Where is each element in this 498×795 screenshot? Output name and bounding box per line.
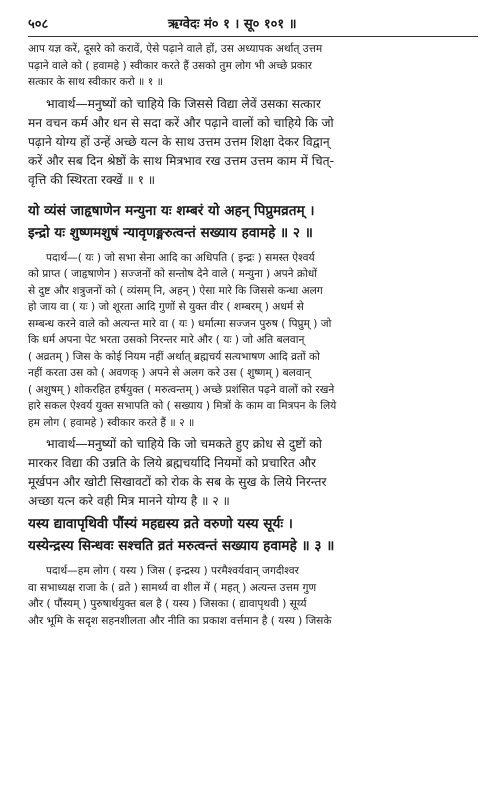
- mantra-line: इन्द्रो यः शुष्णमशुषं न्यावृणङ्मरुत्वन्तं सख्याय हवामहे ॥ २ ॥: [28, 224, 313, 241]
- text-line: भावार्थ—मनुष्यों को चाहिये कि जो चमकते हुए क्रोध से दुष्टों को: [46, 437, 322, 451]
- text-line: पढ़ाने योग्य हों उन्हें अच्छे यत्न के साथ उत्तम उत्तम शिक्षा देकर विद्वान्: [28, 134, 330, 149]
- header-rule: [28, 36, 478, 37]
- text-line: हम लोग ( हवामहे ) स्वीकार करते हैं ॥ २ ॥: [28, 416, 195, 429]
- text-line: अच्छा यत्न करे वही मित्र मानने योग्य है ॥ २ ॥: [28, 494, 230, 508]
- mantra-line: यस्येन्द्रस्य सिन्धवः सश्चति व्रतं मरुत्वन्तं सख्याय हवामहे ॥ ३ ॥: [28, 538, 335, 554]
- text-line: ( अशुषम् ) शोकरहित हर्षयुक्त ( मरुत्वन्तम् ) अच्छे प्रशंसित पढ़ने वालों को रखने: [28, 383, 335, 396]
- text-line: पढ़ाने वाले को ( हवामहे ) स्वीकार करते हैं उसको तुम लोग भी अच्छे प्रकार: [28, 59, 312, 72]
- text-line: से दुष्ट और शत्रुजनों को ( व्यंसम् नि, अहन् ) ऐसा मारे कि जिससे कन्धा अलग: [28, 284, 323, 297]
- bhavartha-1: [28, 95, 478, 190]
- text-line: और ( पौंस्यम् ) पुरुषार्थयुक्त बल है ( यस्य ) जिसका ( द्यावापृथवी ) सूर्य्य: [28, 598, 307, 610]
- text-line: भावार्थ—मनुष्यों को चाहिये कि जिससे विद्या लेवें उसका सत्कार: [46, 96, 321, 111]
- text-line: सम्बन्ध करने वाले को अत्यन्त मारे वा ( यः ) धर्मात्मा सज्जन पुरुष ( पिप्रुम् ) जो: [28, 317, 332, 330]
- text-line: मन वचन कर्म और धन से सदा करें और पढ़ाने वालों को चाहिये कि जो: [28, 115, 334, 130]
- mantra-3: [28, 513, 478, 557]
- mantra-2: [28, 200, 478, 244]
- text-line: को प्राप्त ( जाहृषाणेन ) सज्जनों को सन्तोष देने वाले ( मन्युना ) अपने क्रोधों: [28, 268, 318, 280]
- text-line: मारकर विद्या की उन्नति के लिये ब्रह्मचर्यादि नियमों को प्रचारित और: [28, 456, 317, 470]
- mantra-line: यो व्यंसं जाहृषाणेन मन्युना यः शम्बरं यो अहन् पिप्रुमव्रतम् ।: [28, 202, 315, 219]
- text-line: सत्कार के साथ स्वीकार करो ॥ १ ॥: [28, 76, 163, 88]
- text-line: वा सभाध्यक्ष राजा के ( व्रते ) सामर्थ्य वा शील में ( महत् ) अत्यन्त उत्तम गुण: [28, 581, 317, 594]
- text-line: पदार्थ—हम लोग ( यस्य ) जिस ( इन्द्रस्य ) परमैश्वर्यवान् जगदीश्वर: [46, 565, 300, 577]
- text-line: मूर्खपन और खोटी सिखावटों को रोक के सब के सुख के लिये निरन्तर: [28, 475, 327, 489]
- padartha-3: [28, 563, 478, 629]
- page-number: ५०८: [28, 17, 49, 32]
- text-line: हो जाय वा ( यः ) जो शूरता आदि गुणों से युक्त वीर ( शम्बरम् ) अधर्म से: [28, 301, 304, 313]
- text-line: आप यज्ञ करें, दूसरे को करावें, ऐसे पढ़ाने वाले हों, उस अध्यापक अर्थात् उत्तम: [28, 43, 323, 55]
- text-line: पदार्थ—( यः ) जो सभा सेना आदि का अधिपति ( इन्द्रः ) समस्त ऐश्वर्य: [46, 251, 315, 264]
- mantra-line: यस्य द्यावापृथिवी पौंस्यं महद्यस्य व्रते वरुणो यस्य सूर्यः ।: [28, 516, 293, 532]
- text-line: करें और सब दिन श्रेष्ठों के साथ मित्रभाव रख उत्तम उत्तम काम में चित्-: [28, 153, 334, 168]
- text-line: नहीं करता उस को ( अवणक् ) अपने से अलग करे उस ( शुष्णम् ) बलवान्: [28, 367, 311, 379]
- bhavartha-2: [28, 435, 478, 511]
- text-line: हारे सकल ऐश्वर्य युक्त सभापति को ( सख्याय ) मित्रों के काम वा मित्रपन के लिये: [28, 400, 337, 412]
- commentary-continuation: [28, 41, 478, 91]
- page-header: [28, 14, 478, 34]
- text-line: और भूमि के सदृश सहनशीलता और नीति का प्रकाश वर्त्तमान है ( यस्य ) जिसके: [28, 614, 332, 627]
- text-line: ( अव्रतम् ) जिस के कोई नियम नहीं अर्थात् ब्रह्मचर्य सत्यभाषण आदि व्रतों को: [28, 350, 320, 363]
- text-line: कि धर्म अपना पेट भरता उसको निरन्तर मारे और ( यः ) जो अति बलवान्: [28, 334, 305, 346]
- text-line: वृत्ति की स्थिरता रक्खें ॥ १ ॥: [28, 172, 156, 187]
- running-title: ऋग्वेदः मं० १ । सू० १०१ ॥: [168, 17, 297, 32]
- padartha-2: [28, 250, 478, 432]
